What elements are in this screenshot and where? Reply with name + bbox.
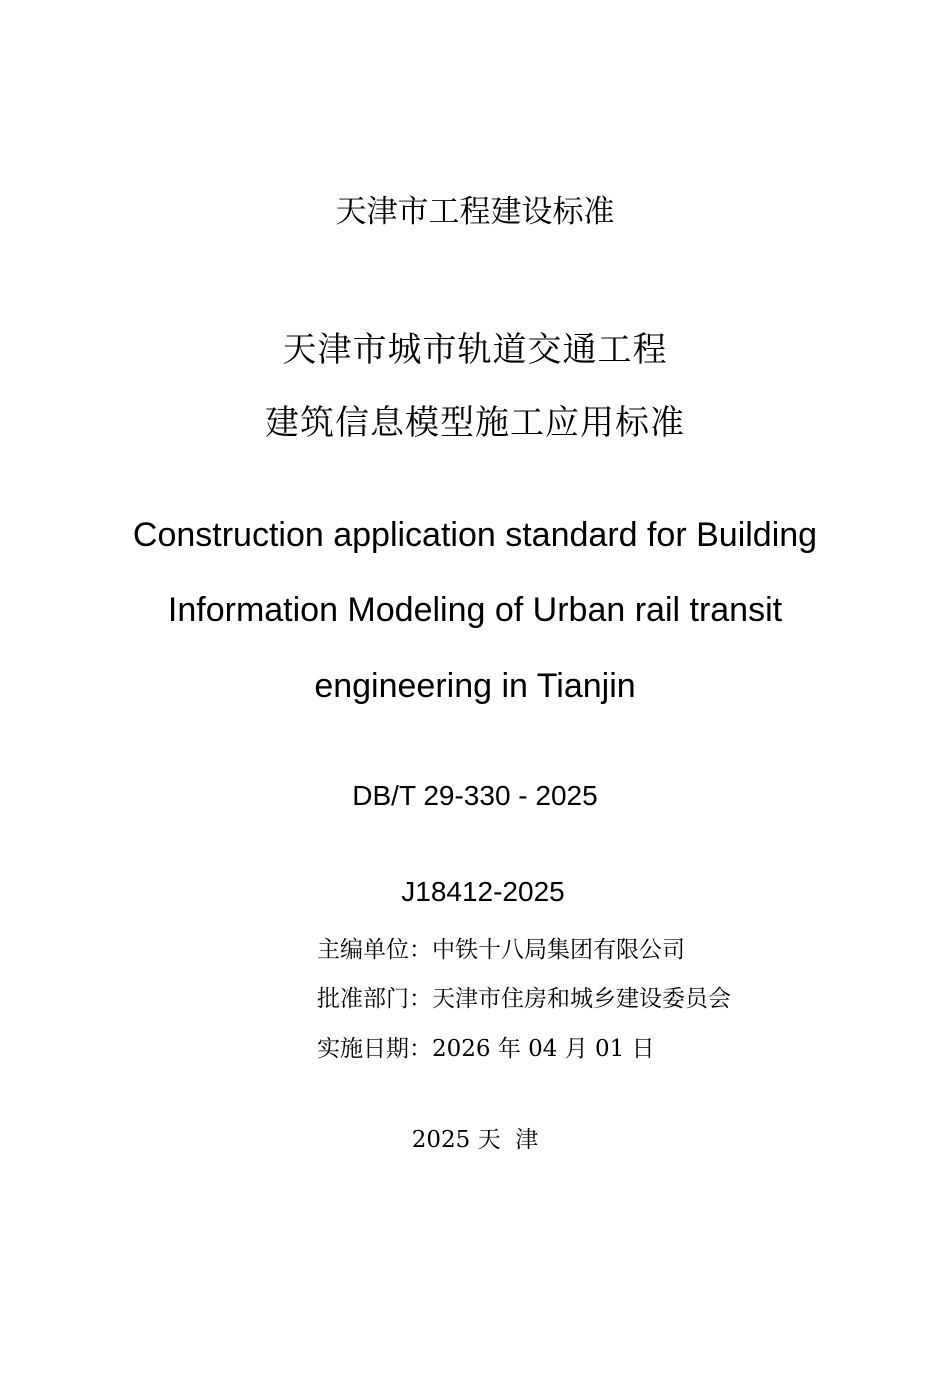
title-en-line-3: engineering in Tianjin <box>314 667 636 705</box>
title-cn-line-1: 天津市城市轨道交通工程 <box>282 330 668 370</box>
footer-city: 天 津 <box>477 1127 539 1153</box>
series-title: 天津市工程建设标准 <box>335 194 615 230</box>
info-row-chief-editor <box>317 934 685 966</box>
standard-number: DB/T 29-330 - 2025 <box>352 780 598 811</box>
record-number: J18412-2025 <box>401 876 565 907</box>
footer-publication <box>0 1124 950 1156</box>
info-row-effective-date <box>317 1033 655 1065</box>
info-value: 中铁十八局集团有限公司 <box>432 937 685 963</box>
info-label: 实施日期： <box>317 1036 432 1062</box>
title-en-line-2: Information Modeling of Urban rail transit <box>167 591 783 629</box>
info-value: 2026 年 04 月 01 日 <box>432 1036 655 1062</box>
info-label: 主编单位： <box>317 937 432 963</box>
info-label: 批准部门： <box>317 986 432 1012</box>
title-cn-line-2: 建筑信息模型施工应用标准 <box>265 403 685 443</box>
info-row-approval-dept <box>317 983 731 1015</box>
footer-year: 2025 <box>411 1127 471 1153</box>
title-en-line-1: Construction application standard for Building <box>132 516 818 554</box>
info-value: 天津市住房和城乡建设委员会 <box>432 986 731 1012</box>
